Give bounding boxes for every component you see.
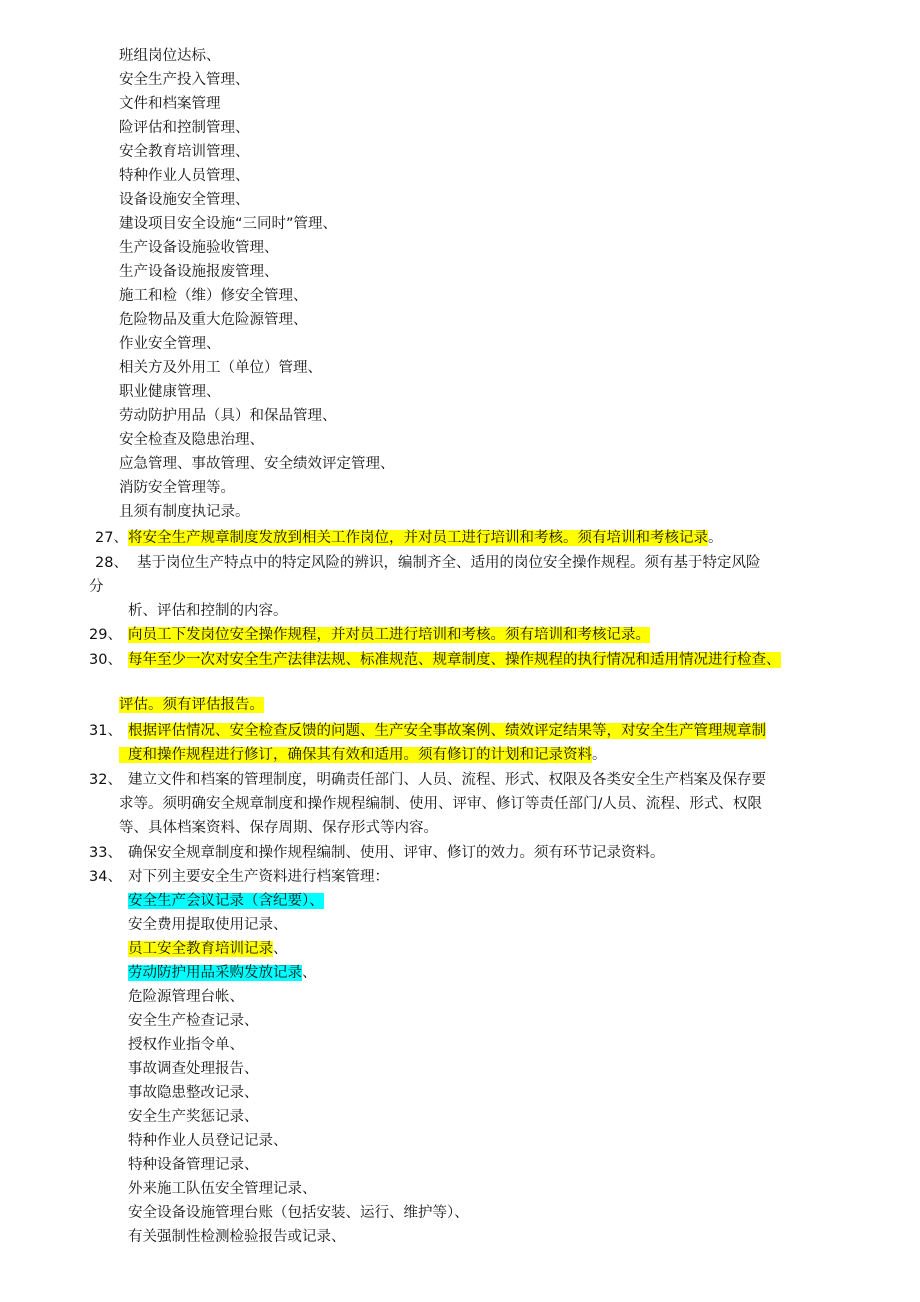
item-28-line-2: 分 [89, 579, 104, 595]
item-number-28: 28、 [95, 555, 128, 571]
list-item [128, 938, 288, 960]
item-34-text: 对下列主要安全生产资料进行档案管理： [128, 869, 389, 885]
item-number-34: 34、 [89, 869, 122, 885]
item-30-line-2 [119, 694, 264, 716]
list-item: 安全生产奖惩记录、 [128, 1109, 259, 1125]
list-item: 班组岗位达标、 [119, 48, 221, 64]
item-32-line-3: 等、具体档案资料、保存周期、保存形式等内容。 [119, 820, 438, 836]
item-number-27: 27、 [95, 530, 128, 546]
highlight: 度和操作规程进行修订，确保其有效和适用。须有修订的计划和记录资料 [119, 747, 592, 763]
highlight: 根据评估情况、安全检查反馈的问题、生产安全事故案例、绩效评定结果等，对安全生产管理规章制 [128, 723, 766, 739]
list-item: 施工和检（维）修安全管理、 [119, 288, 308, 304]
list-item: 外来施工队伍安全管理记录、 [128, 1181, 317, 1197]
list-item: 安全费用提取使用记录、 [128, 917, 288, 933]
list-item: 设备设施安全管理、 [119, 192, 250, 208]
highlight: 安全生产会议记录（含纪要）、 [128, 893, 324, 909]
list-item: 安全检查及隐患治理、 [119, 432, 264, 448]
item-29-text [128, 624, 650, 646]
list-item [128, 890, 324, 912]
item-number-32: 32、 [89, 772, 122, 788]
list-item-tail: 、 [302, 965, 317, 981]
list-item: 事故调查处理报告、 [128, 1061, 259, 1077]
list-item: 相关方及外用工（单位）管理、 [119, 360, 322, 376]
list-item: 安全设备设施管理台账（包括安装、运行、维护等）、 [128, 1205, 469, 1221]
item-number-33: 33、 [89, 845, 122, 861]
list-item: 特种作业人员管理、 [119, 168, 250, 184]
item-30-line-1 [128, 649, 781, 671]
item-27-text [128, 527, 723, 549]
item-31-line-2 [119, 744, 607, 766]
highlight: 每年至少一次对安全生产法律法规、标准规范、规章制度、操作规程的执行情况和适用情况进行检查、 [128, 652, 781, 668]
item-32-line-1: 建立文件和档案的管理制度，明确责任部门、人员、流程、形式、权限及各类安全生产档案及保存要 [128, 772, 766, 788]
item-28-line-3: 析、评估和控制的内容。 [128, 603, 288, 619]
list-item: 危险物品及重大危险源管理、 [119, 312, 308, 328]
list-item: 安全教育培训管理、 [119, 144, 250, 160]
highlight: 员工安全教育培训记录 [128, 941, 273, 957]
item-27-tail: 。 [708, 530, 723, 546]
highlight: 向员工下发岗位安全操作规程，并对员工进行培训和考核。须有培训和考核记录。 [128, 627, 650, 643]
item-number-29: 29、 [89, 627, 122, 643]
item-number-31: 31、 [89, 723, 122, 739]
item-31-line-1 [128, 720, 766, 742]
list-item: 授权作业指令单、 [128, 1037, 244, 1053]
item-33-text: 确保安全规章制度和操作规程编制、使用、评审、修订的效力。须有环节记录资料。 [128, 845, 665, 861]
highlight: 将安全生产规章制度发放到相关工作岗位，并对员工进行培训和考核。须有培训和考核记录 [128, 530, 708, 546]
highlight: 评估。须有评估报告。 [119, 697, 264, 713]
list-item: 劳动防护用品（具）和保品管理、 [119, 408, 337, 424]
list-item: 应急管理、事故管理、安全绩效评定管理、 [119, 456, 395, 472]
list-item: 作业安全管理、 [119, 336, 221, 352]
item-28-line-1: 基于岗位生产特点中的特定风险的辨识，编制齐全、适用的岗位安全操作规程。须有基于特定风险 [137, 555, 761, 571]
list-item: 有关强制性检测检验报告或记录、 [128, 1229, 346, 1245]
item-number-30: 30、 [89, 652, 122, 668]
list-item: 消防安全管理等。 [119, 480, 235, 496]
list-item: 建设项目安全设施“三同时”管理、 [119, 216, 338, 232]
item-32-line-2: 求等。须明确安全规章制度和操作规程编制、使用、评审、修订等责任部门/人员、流程、形式、权限 [119, 796, 762, 812]
list-item: 险评估和控制管理、 [119, 120, 250, 136]
list-item: 危险源管理台帐、 [128, 989, 244, 1005]
list-item: 文件和档案管理 [119, 96, 221, 112]
list-item: 事故隐患整改记录、 [128, 1085, 259, 1101]
list-item [128, 962, 317, 984]
list-item: 特种作业人员登记记录、 [128, 1133, 288, 1149]
list-item: 生产设备设施报废管理、 [119, 264, 279, 280]
list-item: 生产设备设施验收管理、 [119, 240, 279, 256]
item-31-tail: 。 [592, 747, 607, 763]
list-item: 职业健康管理、 [119, 384, 221, 400]
list-item: 安全生产投入管理、 [119, 72, 250, 88]
highlight: 劳动防护用品采购发放记录 [128, 965, 302, 981]
list-item-tail: 、 [273, 941, 288, 957]
list-item: 安全生产检查记录、 [128, 1013, 259, 1029]
list-item: 特种设备管理记录、 [128, 1157, 259, 1173]
list-item: 且须有制度执记录。 [119, 504, 250, 520]
